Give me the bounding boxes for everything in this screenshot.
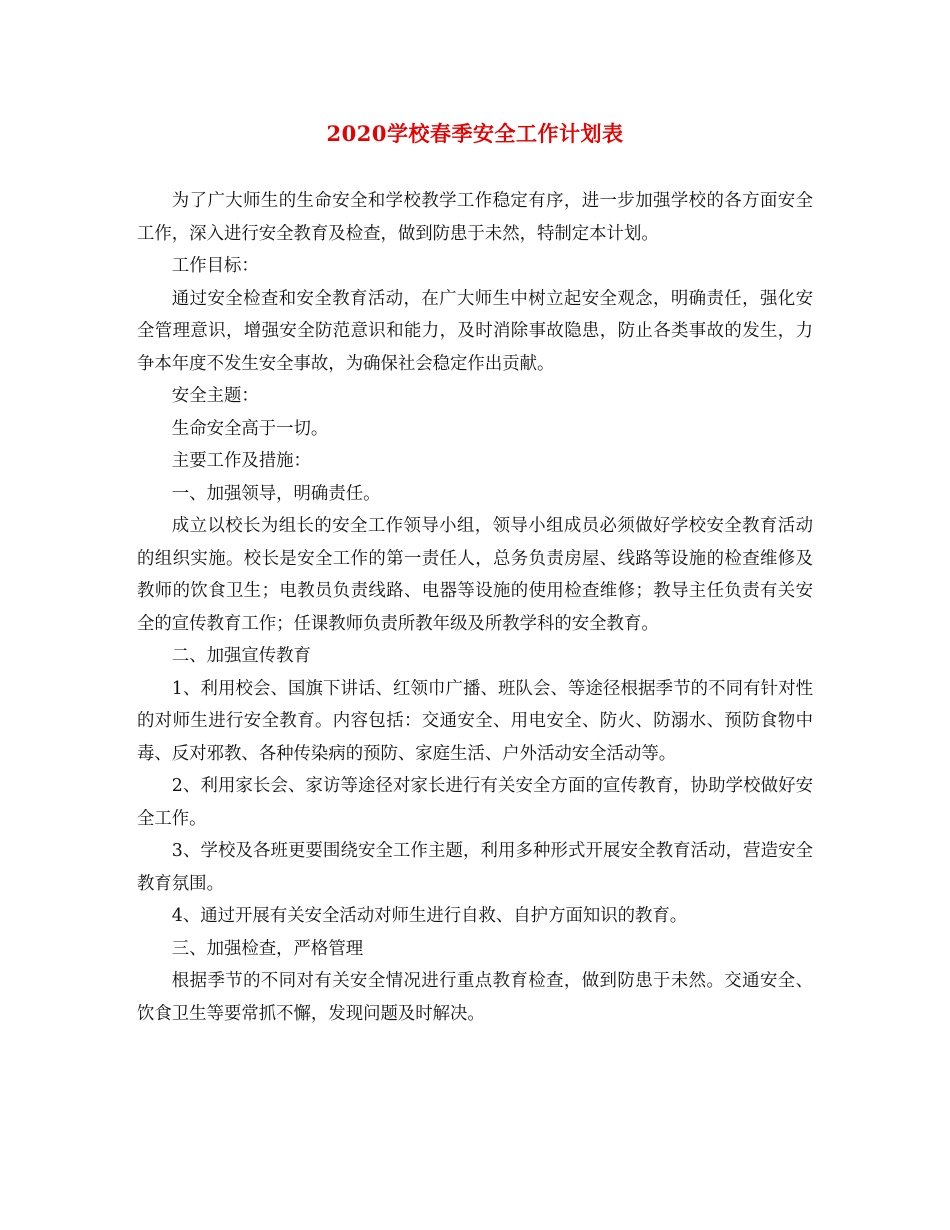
paragraph-theme-text: 生命安全高于一切。 (171, 418, 329, 439)
paragraph-section-3-heading: 三、加强检查，严格管理 (171, 938, 364, 959)
paragraph-section-2-item-2: 2、利用家长会、家访等途径对家长进行有关安全方面的宣传教育，协助学校做好安全工作。 (137, 776, 813, 829)
paragraph-section-2-heading: 二、加强宣传教育 (171, 646, 311, 666)
paragraph-theme-heading: 安全主题： (171, 386, 259, 406)
paragraph-section-2-item-3: 3、学校及各班更要围绕安全工作主题，利用多种形式开展安全教育活动，营造安全教育氛围。 (137, 841, 813, 894)
paragraph-goal-text: 通过安全检查和安全教育活动，在广大师生中树立起安全观念，明确责任，强化安全管理意识，增强安全防范意识和能力，及时消除事故隐患，防止各类事故的发生，力争本年度不发生安全事故，为确保社会稳定作出贡献。 (137, 288, 813, 374)
paragraph-goal-heading: 工作目标： (171, 256, 259, 276)
paragraph-section-2-item-4: 4、通过开展有关安全活动对师生进行自救、自护方面知识的教育。 (171, 906, 688, 926)
paragraph-section-2-item-1: 1、利用校会、国旗下讲话、红领巾广播、班队会、等途径根据季节的不同有针对性的对师生进行安全教育。内容包括：交通安全、用电安全、防火、防溺水、预防食物中毒、反对邪教、各种传染病的预防、家庭生活、户外活动安全活动等。 (137, 678, 813, 764)
paragraph-section-1-text: 成立以校长为组长的安全工作领导小组，领导小组成员必须做好学校安全教育活动的组织实施。校长是安全工作的第一责任人，总务负责房屋、线路等设施的检查维修及教师的饮食卫生；电教员负责线路、电器等设施的使用检查维修；教导主任负责有关安全的宣传教育工作；任课教师负责所教年级及所教学科的安全教育。 (137, 516, 813, 634)
document-body (137, 185, 813, 1030)
paragraph-section-3-text: 根据季节的不同对有关安全情况进行重点教育检查，做到防患于未然。交通安全、饮食卫生等要常抓不懈，发现问题及时解决。 (137, 971, 813, 1024)
paragraph-section-1-heading: 一、加强领导，明确责任。 (171, 483, 381, 504)
paragraph-intro: 为了广大师生的生命安全和学校教学工作稳定有序，进一步加强学校的各方面安全工作，深入进行安全教育及检查，做到防患于未然，特制定本计划。 (137, 191, 813, 244)
paragraph-measures-heading: 主要工作及措施： (171, 451, 311, 471)
document-title: 2020学校春季安全工作计划表 (326, 121, 624, 146)
